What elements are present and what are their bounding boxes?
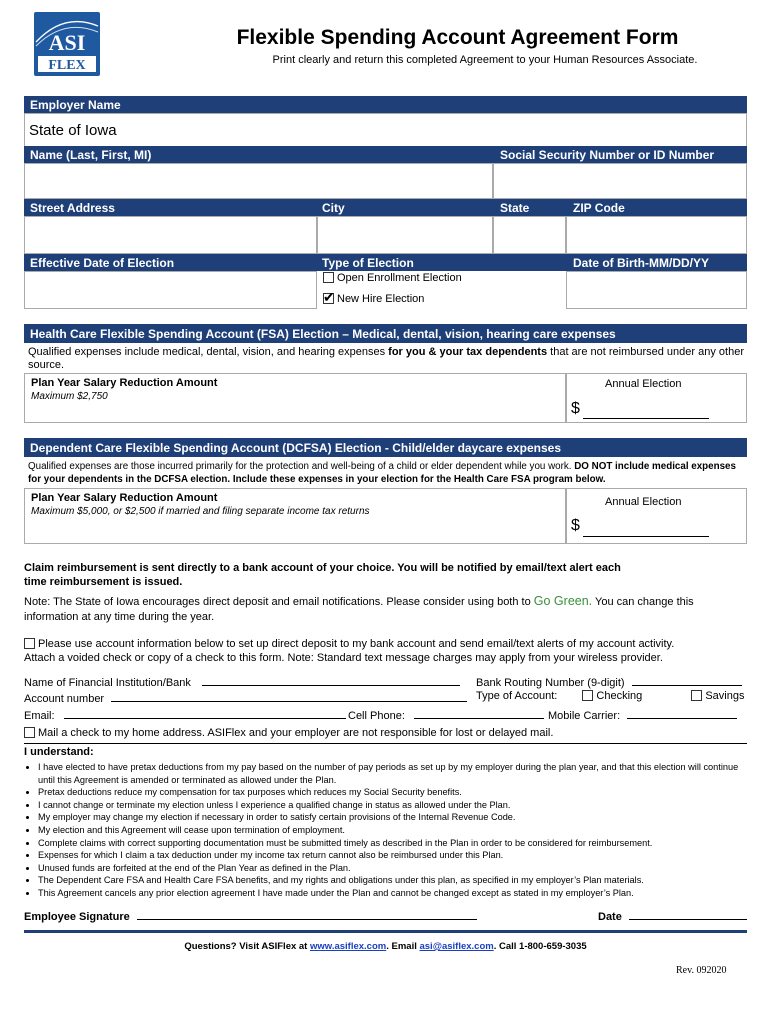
checking-option[interactable]: Checking xyxy=(582,690,642,702)
ssn-field[interactable] xyxy=(493,163,747,199)
footer-contact: Questions? Visit ASIFlex at www.asiflex.com. Email asi@asiflex.com. Call 1-800-659-3035 xyxy=(184,941,587,952)
city-label: City xyxy=(322,201,345,215)
logo-emblem-icon xyxy=(34,12,100,76)
understand-item: • The Dependent Care FSA and Health Care FSA benefits, and my rights and obligations under this plan, as specified in my employer’s Plan materials. xyxy=(38,874,750,887)
reimbursement-notice: Claim reimbursement is sent directly to a bank account of your choice. You will be notified by email/text alert each time reimbursement is issued. xyxy=(24,562,621,588)
understand-heading: I understand: xyxy=(24,746,94,758)
date-row xyxy=(598,908,747,923)
bank-name-field[interactable] xyxy=(202,674,460,686)
bank-name-row xyxy=(24,674,460,689)
asiflex-logo xyxy=(34,12,100,76)
understand-item: • Unused funds are forfeited at the end of the Plan Year as defined in the Plan. xyxy=(38,862,750,875)
dcfsa-annual-box xyxy=(566,488,747,544)
reimbursement-note: Note: The State of Iowa encourages direct deposit and email notifications. Please consider using both to Go Green. You can change this information at any time during the year. xyxy=(24,594,694,623)
savings-checkbox[interactable] xyxy=(691,690,702,701)
carrier-field[interactable] xyxy=(627,707,737,719)
understand-item: • My election and this Agreement will cease upon termination of employment. xyxy=(38,824,750,837)
svg-text:ASI: ASI xyxy=(48,30,86,55)
understand-item: • I have elected to have pretax deductions from my pay based on the number of pay periods as set up by my employer during the plan year, and that this election will continue until this Agreement is amended or terminated as allowed under the Plan. xyxy=(38,761,750,786)
mail-check-checkbox[interactable] xyxy=(24,727,35,738)
understand-item: • I cannot change or terminate my election unless I experience a qualified change in status as allowed under the Plan. xyxy=(38,799,750,812)
fsa-plan-box xyxy=(24,373,566,423)
mail-check-option[interactable] xyxy=(24,727,553,739)
fsa-description: Qualified expenses include medical, dental, vision, and hearing expenses for you & your tax dependents that are not reimbursed under any other source. xyxy=(28,346,744,371)
mail-check-text: Mail a check to my home address. ASIFlex and your employer are not responsible for lost or delayed mail. xyxy=(38,727,554,739)
understand-item: • Expenses for which I claim a tax deduction under my income tax return cannot also be reimbursed under this Plan. xyxy=(38,849,750,862)
employer-field[interactable] xyxy=(24,113,747,147)
name-field[interactable] xyxy=(24,163,493,199)
direct-deposit-text2: Attach a voided check or copy of a check to this form. Note: Standard text message charges may apply from your wireless provider. xyxy=(24,652,663,664)
understand-list xyxy=(22,761,750,900)
dob-label: Date of Birth-MM/DD/YY xyxy=(573,256,709,270)
direct-deposit-option[interactable] xyxy=(24,637,754,665)
signature-label: Employee Signature xyxy=(24,911,130,923)
dcfsa-description: Qualified expenses are those incurred primarily for the protection and well-being of a child or elder dependent while you work. DO NOT include medical expenses for your dependents in the DCFSA election. Include these expenses in your election for the Health Care FSA program below. xyxy=(28,461,736,485)
open-enrollment-option[interactable]: Open Enrollment Election xyxy=(323,272,462,284)
cell-field[interactable] xyxy=(414,707,544,719)
dcfsa-header xyxy=(24,438,747,457)
dcfsa-plan-label: Plan Year Salary Reduction Amount xyxy=(31,492,218,504)
account-label: Account number xyxy=(24,693,105,705)
routing-label: Bank Routing Number (9-digit) xyxy=(476,677,625,689)
cell-row xyxy=(348,707,544,722)
zip-label: ZIP Code xyxy=(573,201,625,215)
routing-row xyxy=(476,674,742,689)
dcfsa-dollar-sign: $ xyxy=(571,517,580,534)
fsa-max-label: Maximum $2,750 xyxy=(31,391,108,402)
type-label: Type of Election xyxy=(322,256,414,270)
account-field[interactable] xyxy=(111,690,467,702)
effective-date-field[interactable] xyxy=(24,271,317,309)
zip-field[interactable] xyxy=(566,216,747,254)
email-row xyxy=(24,707,346,722)
dob-field[interactable] xyxy=(566,271,747,309)
fsa-dollar-sign: $ xyxy=(571,400,580,417)
understand-item: • Complete claims with correct supporting documentation must be submitted timely as described in the Plan in order to be considered for reimbursement. xyxy=(38,837,750,850)
account-type-row xyxy=(476,690,744,702)
election-type-group xyxy=(317,271,566,309)
city-field[interactable] xyxy=(317,216,493,254)
cell-label: Cell Phone: xyxy=(348,710,405,722)
direct-deposit-checkbox[interactable] xyxy=(24,638,35,649)
dcfsa-max-label: Maximum $5,000, or $2,500 if married and filing separate income tax returns xyxy=(31,506,370,517)
email-field[interactable] xyxy=(64,707,346,719)
form-title: Flexible Spending Account Agreement Form xyxy=(236,26,679,49)
bank-name-label: Name of Financial Institution/Bank xyxy=(24,677,191,689)
svg-text:FLEX: FLEX xyxy=(48,58,86,73)
carrier-row xyxy=(548,707,737,722)
effective-label: Effective Date of Election xyxy=(30,256,175,270)
understand-item: • My employer may change my election if necessary in order to satisfy certain provisions of the Internal Revenue Code. xyxy=(38,811,750,824)
email-link[interactable]: asi@asiflex.com xyxy=(419,941,494,952)
email-label: Email: xyxy=(24,710,55,722)
fsa-annual-box xyxy=(566,373,747,423)
employer-header xyxy=(24,96,747,113)
new-hire-option[interactable]: ✔New Hire Election xyxy=(323,293,424,305)
fsa-header-text: Health Care Flexible Spending Account (FSA) Election – Medical, dental, vision, hearing care expenses xyxy=(30,327,616,341)
dcfsa-header-text: Dependent Care Flexible Spending Account (DCFSA) Election - Child/elder daycare expenses xyxy=(30,441,562,455)
account-type-label: Type of Account: xyxy=(476,690,558,702)
dcfsa-amount-line[interactable] xyxy=(583,536,709,537)
signature-field[interactable] xyxy=(137,908,477,920)
employer-label: Employer Name xyxy=(30,98,121,112)
understand-item: • Pretax deductions reduce my compensation for tax purposes which reduces my Social Security benefits. xyxy=(38,786,750,799)
website-link[interactable]: www.asiflex.com xyxy=(310,941,387,952)
street-label: Street Address xyxy=(30,201,115,215)
employer-value: State of Iowa xyxy=(29,122,117,139)
fsa-annual-label: Annual Election xyxy=(605,378,682,390)
routing-field[interactable] xyxy=(632,674,742,686)
address-header xyxy=(24,199,747,216)
understand-divider xyxy=(24,743,747,744)
date-label: Date xyxy=(598,911,622,923)
footer-divider xyxy=(24,930,747,933)
name-header xyxy=(24,146,747,163)
understand-item: • This Agreement cancels any prior election agreement I have made under the Plan and cannot be changed except as stated in my employer’s Plan. xyxy=(38,887,750,900)
checking-checkbox[interactable] xyxy=(582,690,593,701)
carrier-label: Mobile Carrier: xyxy=(548,710,621,722)
direct-deposit-text: Please use account information below to set up direct deposit to my bank account and send email/text alerts of my account activity. xyxy=(38,638,675,650)
name-label: Name (Last, First, MI) xyxy=(30,148,152,162)
dcfsa-annual-label: Annual Election xyxy=(605,496,682,508)
fsa-header xyxy=(24,324,747,343)
fsa-plan-label: Plan Year Salary Reduction Amount xyxy=(31,377,218,389)
signature-row xyxy=(24,908,477,923)
street-field[interactable] xyxy=(24,216,317,254)
fsa-amount-line[interactable] xyxy=(583,418,709,419)
election-header xyxy=(24,254,747,271)
dcfsa-plan-box xyxy=(24,488,566,544)
date-field[interactable] xyxy=(629,908,747,920)
ssn-label: Social Security Number or ID Number xyxy=(500,148,715,162)
open-enrollment-checkbox[interactable] xyxy=(323,272,334,283)
revision-label: Rev. 092020 xyxy=(676,965,727,976)
go-green-text: Go Green. xyxy=(533,594,593,608)
state-field[interactable] xyxy=(493,216,566,254)
new-hire-checkbox[interactable] xyxy=(323,293,334,304)
account-row xyxy=(24,690,467,705)
form-subtitle: Print clearly and return this completed Agreement to your Human Resources Associate. xyxy=(272,54,698,66)
state-label: State xyxy=(500,201,530,215)
savings-option[interactable]: Savings xyxy=(691,690,744,702)
